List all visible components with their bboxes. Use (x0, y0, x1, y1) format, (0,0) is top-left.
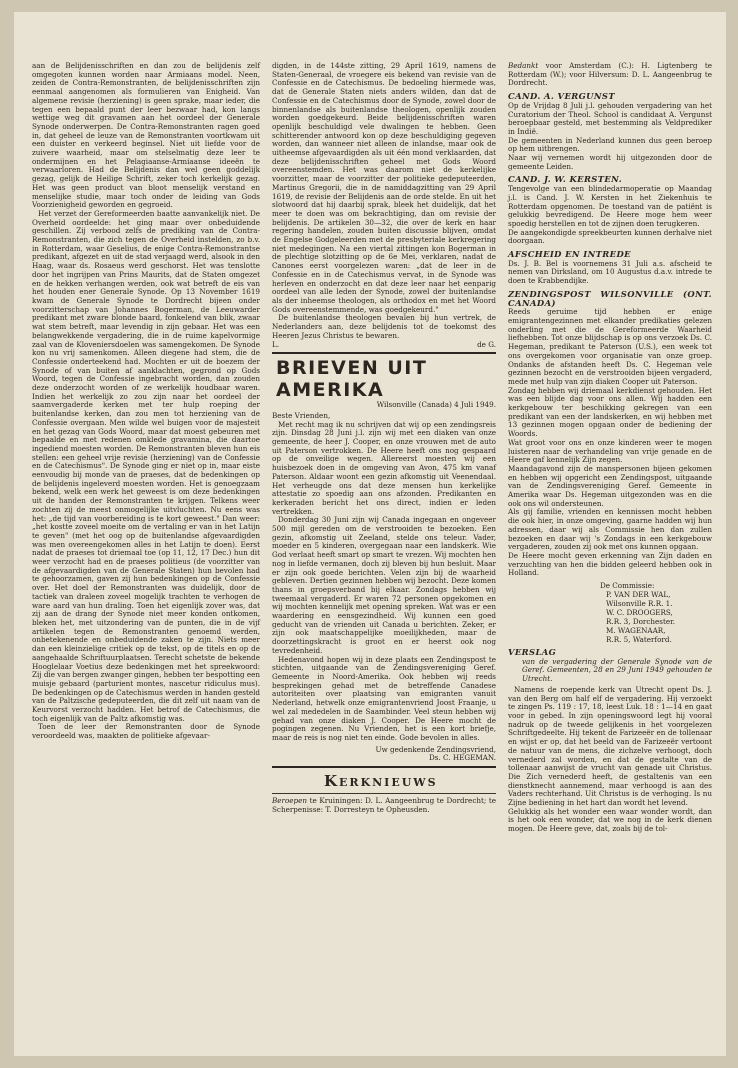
column-middle (272, 62, 496, 814)
heading-verguist: CAND. A. VERGUNST (508, 91, 615, 102)
heading-kersten: CAND. J. W. KERSTEN. (508, 174, 623, 185)
commissie-member: W. C. DROOGERS, (606, 608, 673, 618)
section-divider (272, 793, 496, 794)
column-left (32, 62, 260, 741)
commissie-title: De Commissie: (600, 581, 655, 591)
commissie-member: P. VAN DER WAL, (606, 590, 671, 600)
paragraph: De Heere mocht geven erkenning van Zijn daden en verzuchting van hen die bidden geleerd hebben ook in Holland. (508, 550, 712, 578)
paragraph: Ds. J. B. Bel is voornemens 31 Juli a.s. afscheid te nemen van Dirksland, om 10 Augustus d.a.v. intrede te doen te Krabbendijke. (508, 258, 712, 286)
section-masthead-brieven: BRIEVEN UIT AMERIKA (276, 357, 428, 402)
bedankt-lead: Bedankt (508, 61, 539, 70)
commissie-address: Wilsonville R.R. 1. (606, 599, 673, 609)
letter-closing: Uw gedenkende Zendingsvriend, (375, 744, 496, 754)
paragraph: Zondag hebben wij driemaal kerkdienst gehouden. Het was een blijde dag voor ons allen. Wij hadden een kerkgebouw ter beschikking gekregen van een predikant van een der landskerken, en wij hebben met 13 gezinnen mogen opgaan onder de bediening der Woords. (508, 385, 712, 439)
paragraph: Naar wij vernemen wordt hij uitgezonden door de gemeente Leiden. (508, 153, 712, 171)
paragraph: Maandagavond zijn de manspersonen bijeen gekomen en hebben wij opgericht een Zendingspost, uitgaande van de Zendingsvereniging Geref. Gemeente in Amerika waar Ds. Hegeman uitgezonden was en die ook ons wil ondersteunen. (508, 463, 712, 508)
commissie-address: R.R. 5, Waterford. (606, 635, 672, 645)
paragraph: Op de Vrijdag 8 Juli j.l. gehouden vergadering van het Curatorium der Theol. School is candidaat A. Vergunst beroepbaar gesteld, met bestemming als Veldprediker in Indië. (508, 100, 712, 136)
bedankt-text: voor Amsterdam (C.): H. Ligtenberg te Rotterdam (W.); voor Hilversum: D. L. Aangeenbrug te Dordrecht. (508, 61, 712, 88)
paragraph: Donderdag 30 Juni zijn wij Canada ingegaan en ongeveer 500 mijl gereden om de verstrooiden te bezoeken. Een gezin, afkomstig uit Zeeland, stelde ons teleur. Vader, moeder en 5 kinderen, overgegaan naar een landskerk. Wie God verlaat heeft smart op smart te vrezen. Wij mochten hen nog in liefde vermanen, doch zij bleven bij hun besluit. Maar er zijn ook goede berichten. Velen zijn bij de waarheid gebleven. Dertien gezinnen hebben wij bezocht. Deze komen thans in groepsverband bij elkaar. Zondags hebben wij tweemaal vergaderd. Er waren 72 personen opgekomen en wij mochten kennelijk met opening spreken. Wat was er een waardering en eensgezindheid. Wij kunnen een goed geducht van de vrienden uit Canada u berichten. Zeker, er zijn ook maatschappelijke moeilijkheden, maar de doorzettingskracht is groot en er heerst ook nog tevredenheid. (272, 515, 496, 655)
paragraph: De gemeenten in Nederland kunnen dus geen beroep op hem uitbrengen. (508, 135, 712, 154)
bedankt-item (508, 62, 712, 88)
letter-dateline: Wilsonville (Canada) 4 Juli 1949. (376, 400, 496, 410)
letter-salutation: Beste Vrienden, (272, 410, 331, 420)
paragraph: De buitenlandse theologen bevalen bij hun vertrek, de Nederlanders aan, deze belijdenis tot de toekomst des Heeren Jezus Christus te bewaren. (272, 313, 496, 340)
paragraph: Reeds geruime tijd hebben er enige emigrantengezinnen met elkander predikaties gelezen onderling met die de Gereformeerde Waarheid liefhebben. Tot onze blijdschap is op ons verzoek Ds. C. Hegeman, predikant te Paterson (U.S.), een week tot ons overgekomen voor organisatie van onze groep. Ondanks de afstanden heeft Ds. C. Hegeman vele gezinnen bezocht en de verstrooiden bijeen vergaderd, mede met hulp van zijn diaken Cooper uit Paterson. (508, 307, 712, 386)
kerknieuws-lead: Beroepen (272, 796, 308, 806)
signature-right: de G. (477, 339, 496, 349)
kerknieuws-item (272, 797, 496, 814)
paragraph: digden, in de 144ste zitting, 29 April 1619, namens de Staten-Generaal, de vroegere eis bekend van revisie van de Confessie en de Catechismus. De bedoeling hiermede was, dat de Generale Staten niets anders wilden, dan dat de Confessie en de Catechismus door de Synode, zowel door de binnenlandse als buitenlandse theologen, openlijk zouden worden goedgekeurd. Beide belijdenisschriften waren openlijk beschuldigd vele dwalingen te hebben. Geen schitterender antwoord kon op deze beschuldiging gegeven worden, dan wanneer niet alleen de inlandse, maar ook de uitheemse afgevaardigden als uit één mond verklaarden, dat deze belijdenisschriften geheel met Gods Woord overeenstemden. Het was daarom niet de kerkelijke voorzitter, maar de voorzitter der politieke gedeputeerden, Martinus Gregorii, die in de namiddagzitting van 29 April 1619, de revisie der Belijdenis aan de orde stelde. En uit het slotwoord dat hij daarbij sprak, bleek het duidelijk, dat het meer te doen was om bekrachtiging, dan om revisie der belijdenis. De artikelen 30—32, die over de kerk en haar regering handelen, zouden buiten discussie blijven, omdat de Engelse Godgeleerden met de presbyteriale kerkregering niet medegingen. Na een viertal zittingen kon Bogerman in de plechtige slotzitting op de 6e Mei, verklaren, nadat de Canones eerst voorgelezen waren: „dat de leer in de Confessie en in de Catechismus vervat, in de Synode was herleven en onderzocht en dat deze leer naar het eenparig oordeel van alle leden der Synode, zowel der buitenlandse als der inheemse theologen, als orthodox en met het Woord Gods overeenstemmende, was goedgekeurd." (272, 61, 496, 314)
section-divider (272, 352, 496, 354)
kerknieuws-text: te Kruiningen: D. L. Aangeenbrug te Dordrecht; te Scherpenisse: T. Dorresteyn te Opheusden. (272, 796, 496, 814)
commissie-block (600, 581, 712, 644)
paragraph: Het verzet der Gereformeerden baatte aanvankelijk niet. De Overheid oordeelde: het ging maar over onbeduidende geschillen. Zij verbood zelfs de prediking van de Contra-Remonstranten, die zich tegen de Overheid instelden, zo b.v. in Rotterdam, waar Geselius, de enige Contra-Remonstrantse predikant, afgezet en uit de stad verjaagd werd, alsook in den Haag, waar ds. Rosaeus werd geschorst. Het was tenslotte door het ingrijpen van Prins Maurits, dat de Staten omgezet en de hekken verhangen werden, ook wat betreft de eis van het houden ener Generale Synode. Op 13 November 1619 kwam de Generale Synode te Dordrecht bijeen onder voorzitterschap van Johannes Bogerman, de Leeuwarder predikant met zware blonde baard, fonkelend van blik, zwaar wat stem betreft, maar levendig in zijn gebaar. Het was een belangwekkende vergadering, die in de ruime kapelvormige zaal van de Kloveniersdoelen was samengekomen. De Synode kon nu vrij samenkomen. Alleen diegene had stem, die de Confessie onderteekend had. Mochten er uit de boezem der Synode of van buiten af aanklachten, gegrond op Gods Woord, tegen de Confessie ingebracht worden, dan zouden deze onderzocht worden of ze werkelijk houdbaar waren. Indien het werkelijk zo zou zijn naar het oordeel der saamvergaderde kerken met ter hulp roeping der buitenlandse kerken, dan zou men tot herziening van de Confessie overgaan. Men wilde wel buigen voor de majesteit en het gezag van Gods Woord, maar dat moest gebeuren met bepaalde en met redenen omklede gravamina, die daartoe ingediend moesten worden. De Remonstranten bleven hun eis stellen: een geheel vrije revisie (herziening) van de Confessie en de Catechismus". De Synode ging er niet op in, maar eiste eenvoudig bij monde van de praeses, dat de bedenkingen op de belijdenis ingeleverd moesten worden. Het is genoegzaam bekend, welk een werk het geweest is om deze bedenkingen uit de handen der Remonstranten te krijgen. Telkens weer zochten zij de meest onmogelijke uitvluchten. Nu eens was het: „de tijd van voorbereiding is te kort geweest." Dan weer: „het kostte zoveel moeite om de vertaling er van in het Latijn te geven" (met het oog op de buitenlandse afgevaardigden was men overeengekomen alles in het Latijn te doen). Eerst nadat de praeses tot driemaal toe (op 11, 12, 17 Dec.) hun dit weer verzocht had en de praeses politieus (de voorzitter van de afgevaardigden van de Generale Staten) hun bevolen had te gehoorzamen, gaven zij hun bedenkingen op de Confessie over. Het doel der Remonstranten was duidelijk, door de tactiek van draleen zoveel mogelijk trachten te verhogen de ware aard van hun draling. Toen het eigenlijk zover was, dat zij aan de drang der Synode niet meer konden ontkomen, bleken het, met uitzondering van de punten, die in de vijf artikelen tegen de Remonstranten genoemd werden, onbetekenende en onbeduidende zaken te zijn. Niets meer dan een kleinzielige critiek op de tekst, op de titels en op de aangehaalde Schriftuurplaatsen. Terecht schetste de bekende Hooglelaar Voetius deze bedenkingen met het spreekwoord: Zij die van bergen zwanger gingen, hebben ter bespotting een muisje gebaard (parturient montes, nascetur ridiculus mus). De bedenkingen op de Catechismus werden in handen gesteld van de Paltzische gedeputeerden, die dit zelf uit naam van de Keurvorst verzocht hadden. Het betrof de Catechismus, die toch eigenlijk van de Paltz afkomstig was. (32, 208, 260, 723)
signature-left: L. (272, 339, 280, 349)
paragraph: Als gij familie, vrienden en kennissen mocht hebben die ook hier, in onze omgeving, gaarne hadden wij hun adressen, daar wij als Commissie hen dan zullen bezoeken en daar wij 's Zondags in een kerkgebouw vergaderen, zouden zij ook met ons kunnen opgaan. (508, 507, 712, 552)
paragraph: Tengevolge van een blindedarmoperatie op Maandag j.l. is Cand. J. W. Kersten in het Ziekenhuis te Rotterdam opgenomen. De toestand van de patiënt is gelukkig bevredigend. De Heere moge hem weer spoedig herstellen en tot de zijnen doen terugkeren. (508, 184, 712, 228)
heading-verslag: VERSLAG (508, 647, 557, 658)
paragraph: Hedenavond hopen wij in deze plaats een Zendingspost te stichten, uitgaande van de Zendingsvereniging Geref. Gemeente in Noord-Amerika. Ook hebben wij reeds besprekingen gehad met de betreffende Canadese autoriteiten over plaatsing van emigranten vanuit Nederland, hetwelk onze emigrantenvriend Joost Fraanje, u wel zal mededelen in de Saambinder. Veel steun hebben wij gehad van onze diaken J. Cooper. De Heere mocht de pogingen zegenen. Nu Vrienden, het is een kort briefje, maar de reis is nog niet ten einde. Gode bevolen in alles. (272, 654, 496, 742)
heading-zending: ZENDINGSPOST WILSONVILLE (ONT. CANADA) (508, 288, 712, 308)
heading-afscheid: AFSCHEID EN INTREDE (508, 249, 631, 260)
paragraph: aan de Belijdenisschriften en dan zou de belijdenis zelf omgegoten kunnen worden naar Armiaans model. Neen, zeiden de Contra-Remonstranten, de belijdenisschriften zijn eenmaal aangenomen als formulieren van Enigheid. Van algemene revisie (herziening) is geen sprake, maar ieder, die tegen een bepaald punt der leer bezwaar had, kon langs wettige weg dit gravamen aan het oordeel der Generale Synode onderwerpen. De Contra-Remonstranten ragen goed in, dat geheel de leuze van de Remonstranten voortkwam uit een duister en verkeerd beginsel. Niet uit liefde voor de zuivere waarheid, maar om stelselmatig deze leer te ondermijnen en het Pelagiaanse-Armiaanse ideeën te verwaarloren. Had de Belijdenis dan wel geen goddelijk gezag, gelijk de Heilige Schrift, zeker toch kerkelijk gezag. Het was geen product van bloot menselijk verstand en menselijke studie, maar toch onder de leiding van Gods Voorzienigheid geworden en gegroeid. (32, 61, 260, 210)
paragraph: Gelukkig als het wonder een waar wonder wordt, dan is het ook een wonder, dat we nog in de kerk dienen mogen. De Heere geve, dat, zoals bij de tol- (508, 806, 712, 834)
commissie-member: M. WAGENAAR, (606, 626, 666, 636)
letter-author: Ds. C. HEGEMAN. (429, 753, 496, 763)
paragraph: Wat groot voor ons en onze kinderen weer te mogen luisteren naar de verhandeling van vrije genade en de Heere gaf kennelijk Zijn zegen. (508, 437, 712, 465)
newspaper-page (14, 12, 726, 1056)
article-signature (272, 341, 496, 350)
section-masthead-kerknieuws: Kerknieuws (324, 772, 438, 791)
paragraph: Toen de leer der Remonstranten door de Synode veroordeeld was, maakten de politieke afgevaar- (32, 722, 260, 741)
paragraph: Met recht mag ik nu schrijven dat wij op een zendingsreis zijn. Dinsdag 28 Juni j.l. zijn wij met een diaken van onze gemeente, de heer J. Cooper, en onze vrouwen met de auto uit Paterson vertrokken. De Heere heeft ons nog gespaard op de onveilige wegen. Allereerst moesten wij een huisbezoek doen in de omgeving van Avon, 475 km vanaf Paterson. Aldaar woont een gezin afkomstig uit Veenendaal. Het verheugde ons dat deze mensen hun kerkelijke attestatie zo spoedig aan ons afzonden. Predikanten en kerkeraden bericht het ons direct, indien er leden vertrekken. (272, 419, 496, 516)
paragraph: Namens de roepende kerk van Utrecht opent Ds. J. van den Berg om half elf de vergadering. Hij verzoekt te zingen Ps. 119 : 17, 18, leest Luk. 18 : 1—14 en gaat voor in gebed. In zijn openingswoord legt hij vooral nadruk op de tweede gelijkenis in het voorgelezen Schriftgedeelte. Hij tekent de Farizeeër en de tollenaar en wijst er op, dat het beeld van de Farizeeër vertoont de natuur van de mens, die zichzelve verhoogt, doch vernederd zal worden, en dat de gestalte van de tollenaar aanwijst de vrucht van genade uit Christus. Die Zich vernederd heeft, de gestaltenis van een dienstknecht aannemend, maar verhoogd is aan des Vaders rechterhand. Uit Christus is de verhoging. Is nu Zijne bediening in het hart dan wordt het levend. (508, 684, 712, 808)
column-right (508, 62, 712, 834)
paragraph: De aangekondigde spreekbeurten kunnen derhalve niet doorgaan. (508, 227, 712, 246)
section-divider (272, 766, 496, 768)
verslag-subheading: van de vergadering der Generale Synode van de Geref. Gemeenten, 28 en 29 Juni 1949 gehouden te Utrecht. (522, 656, 712, 684)
commissie-address: R.R. 3, Dorchester. (606, 617, 676, 627)
